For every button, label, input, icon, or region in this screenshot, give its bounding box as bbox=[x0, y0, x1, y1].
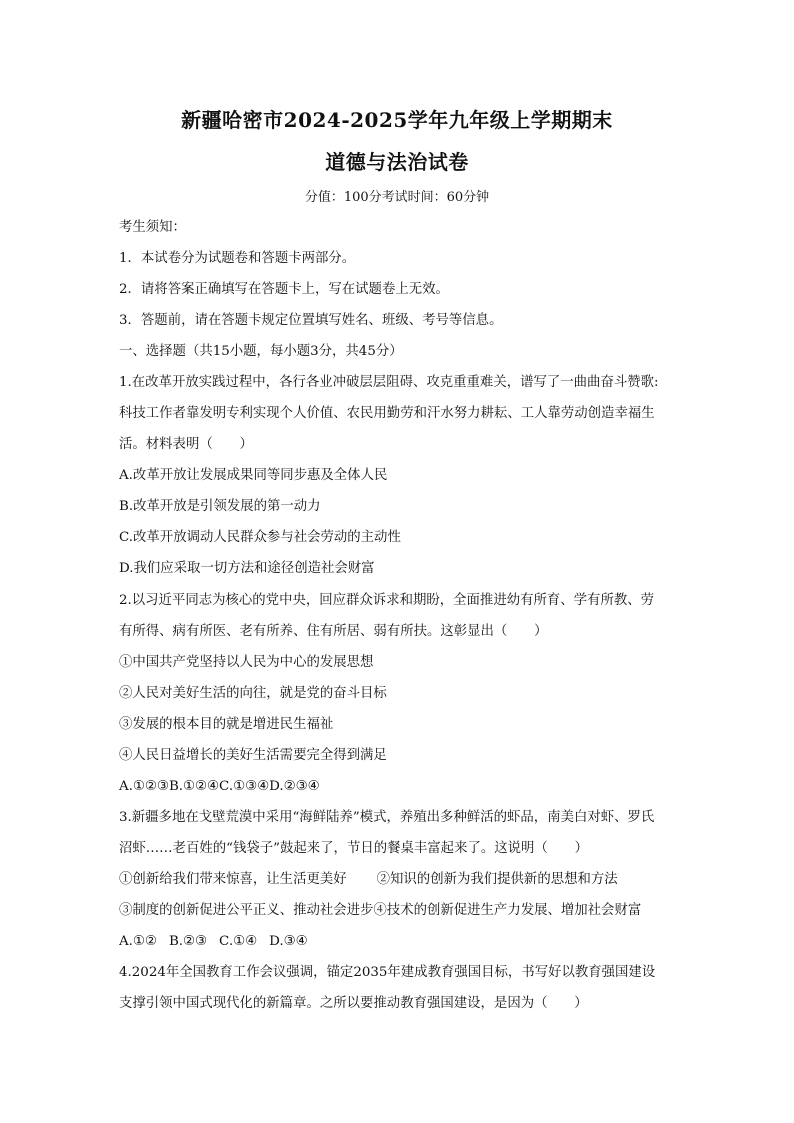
question-3-items-row bbox=[119, 871, 679, 889]
question-1-option-d: D.我们应采取一切方法和途径创造社会财富 bbox=[119, 561, 375, 576]
question-3-option-d: D.③④ bbox=[269, 934, 308, 949]
question-3-option-a: A.①② bbox=[119, 934, 157, 949]
question-3-option-c: C.①④ bbox=[219, 934, 258, 949]
exam-score-time: 分值：100分考试时间：60分钟 bbox=[304, 190, 490, 205]
question-3-item: ②知识的创新为我们提供新的思想和方法 bbox=[376, 872, 618, 887]
question-3-stem: 沼虾……老百姓的“钱袋子”鼓起来了，节日的餐桌丰富起来了。这说明（ ） bbox=[119, 841, 588, 856]
question-2-stem: 有所得、病有所医、老有所养、住有所居、弱有所扶。这彰显出（ ） bbox=[119, 624, 548, 639]
question-4-stem: 4.2024年全国教育工作会议强调，锚定2035年建成教育强国目标，书写好以教育强国建设 bbox=[119, 965, 656, 980]
exam-title: 新疆哈密市2024-2025学年九年级上学期期末 bbox=[181, 108, 613, 132]
notice-item: 2．请将答案正确填写在答题卡上，写在试题卷上无效。 bbox=[119, 282, 449, 297]
question-3-option-b: B.②③ bbox=[168, 934, 208, 949]
notice-heading: 考生须知： bbox=[119, 220, 186, 235]
question-2-item: ①中国共产党坚持以人民为中心的发展思想 bbox=[119, 655, 374, 670]
question-3-item: ①创新给我们带来惊喜，让生活更美好 bbox=[119, 872, 347, 887]
question-1-stem: 1.在改革开放实践过程中，各行各业冲破层层阻碍、攻克重重难关，谱写了一曲曲奋斗赞歌: bbox=[119, 375, 659, 390]
question-1-option-a: A.改革开放让发展成果同等同步惠及全体人民 bbox=[119, 468, 388, 483]
notice-item: 1．本试卷分为试题卷和答题卡两部分。 bbox=[119, 251, 356, 266]
question-3-item: ③制度的创新促进公平正义、推动社会进步④技术的创新促进生产力发展、增加社会财富 bbox=[119, 903, 642, 918]
question-2-item: ④人民日益增长的美好生活需要完全得到满足 bbox=[119, 748, 387, 763]
question-1-stem: 活。材料表明（ ） bbox=[119, 437, 253, 452]
question-2-options: A.①②③B.①②④C.①③④D.②③④ bbox=[119, 779, 320, 794]
exam-subject-title: 道德与法治试卷 bbox=[325, 150, 469, 174]
section-heading: 一、选择题（共15小题，每小题3分，共45分） bbox=[119, 344, 403, 359]
question-1-stem: 科技工作者靠发明专利实现个人价值、农民用勤劳和汗水努力耕耘、工人靠劳动创造幸福生 bbox=[119, 406, 655, 421]
question-1-option-c: C.改革开放调动人民群众参与社会劳动的主动性 bbox=[119, 530, 401, 545]
question-1-option-b: B.改革开放是引领发展的第一动力 bbox=[119, 499, 321, 514]
question-3-options bbox=[119, 933, 679, 951]
question-2-stem: 2.以习近平同志为核心的党中央，回应群众诉求和期盼，全面推进幼有所育、学有所教、劳 bbox=[119, 593, 655, 608]
question-4-stem: 支撑引领中国式现代化的新篇章。之所以要推动教育强国建设，是因为（ ） bbox=[119, 996, 588, 1011]
question-2-item: ②人民对美好生活的向往，就是党的奋斗目标 bbox=[119, 686, 387, 701]
notice-item: 3．答题前，请在答题卡规定位置填写姓名、班级、考号等信息。 bbox=[119, 313, 503, 328]
question-3-stem: 3.新疆多地在戈壁荒漠中采用“海鲜陆养”模式，养殖出多种鲜活的虾品，南美白对虾、罗氏 bbox=[119, 810, 655, 825]
question-2-item: ③发展的根本目的就是增进民生福祉 bbox=[119, 717, 334, 732]
